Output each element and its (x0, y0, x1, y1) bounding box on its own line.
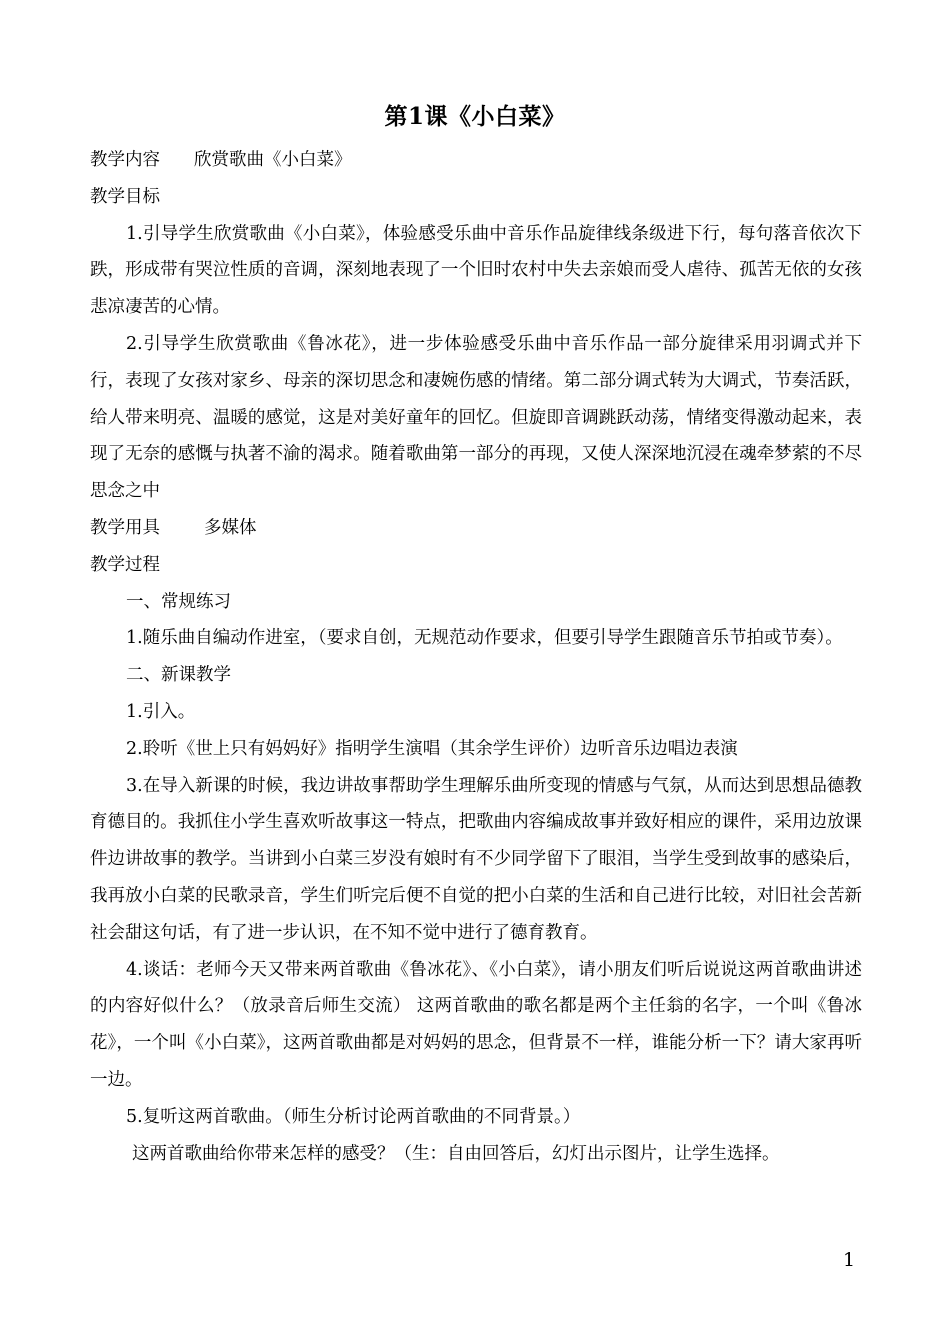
teaching-content-value: 欣赏歌曲《小白菜》 (194, 150, 352, 170)
lesson-title: 第1课《小白菜》 (384, 103, 566, 130)
teaching-content-line (90, 142, 862, 179)
teaching-tools-label: 教学用具 (90, 517, 160, 538)
new-lesson-step-3: 3.在导入新课的时候，我边讲故事帮助学生理解乐曲所变现的情感与气氛，从而达到思想品德教育德目的。我抓住小学生喜欢听故事这一特点，把歌曲内容编成故事并致好相应的课件，采用边放课件边讲故事的教学。当讲到小白菜三岁没有娘时有不少同学留下了眼泪，当学生受到故事的感染后，我再放小白菜的民歌录音，学生们听完后便不自觉的把小白菜的生活和自己进行比较，对旧社会苦新社会甜这句话，有了进一步认识，在不知不觉中进行了德育教育。 (90, 775, 862, 943)
new-lesson-step-1: 1.引入。 (126, 701, 196, 722)
new-lesson-step-6: 这两首歌曲给你带来怎样的感受？（生：自由回答后，幻灯出示图片，让学生选择。 (132, 1143, 780, 1164)
page-number: 1 (843, 1249, 856, 1271)
section-new-lesson-heading: 二、新课教学 (126, 665, 231, 686)
section-routine-practice-heading: 一、常规练习 (126, 591, 231, 612)
teaching-tools-value: 多媒体 (204, 517, 257, 538)
new-lesson-step-4: 4.谈话：老师今天又带来两首歌曲《鲁冰花》、《小白菜》，请小朋友们听后说说这两首歌曲讲述的内容好似什么？（放录音后师生交流） 这两首歌曲的歌名都是两个主任翁的名字，一个叫《鲁冰花》，一个叫《小白菜》，这两首歌曲都是对妈妈的思念，但背景不一样，谁能分析一下？请大家再听一边。 (90, 959, 862, 1090)
objective-1-paragraph: 1.引导学生欣赏歌曲《小白菜》，体验感受乐曲中音乐作品旋律线条级进下行，每句落音依次下跌，形成带有哭泣性质的音调，深刻地表现了一个旧时农村中失去亲娘而受人虐待、孤苦无依的女孩悲凉凄苦的心情。 (90, 223, 862, 318)
objective-2-paragraph: 2.引导学生欣赏歌曲《鲁冰花》，进一步体验感受乐曲中音乐作品一部分旋律采用羽调式并下行，表现了女孩对家乡、母亲的深切思念和凄婉伤感的情绪。第二部分调式转为大调式，节奏活跃，给人带来明亮、温暖的感觉，这是对美好童年的回忆。但旋即音调跳跃动荡，情绪变得激动起来，表现了无奈的感慨与执著不渝的渴求。随着歌曲第一部分的再现，又使人深深地沉浸在魂牵梦萦的不尽思念之中 (90, 333, 862, 502)
routine-step-1-paragraph: 1.随乐曲自编动作进室，（要求自创，无规范动作要求，但要引导学生跟随音乐节拍或节奏）。 (126, 628, 843, 649)
new-lesson-step-2: 2.聆听《世上只有妈妈好》指明学生演唱（其余学生评价）边听音乐边唱边表演 (126, 738, 738, 759)
teaching-tools-line (90, 510, 862, 547)
teaching-content-label: 教学内容 (90, 150, 160, 170)
lesson-body (90, 142, 862, 1172)
new-lesson-step-5: 5.复听这两首歌曲。（师生分析讨论两首歌曲的不同背景。） (126, 1106, 581, 1127)
teaching-objectives-label: 教学目标 (90, 186, 160, 207)
teaching-process-label: 教学过程 (90, 554, 160, 575)
